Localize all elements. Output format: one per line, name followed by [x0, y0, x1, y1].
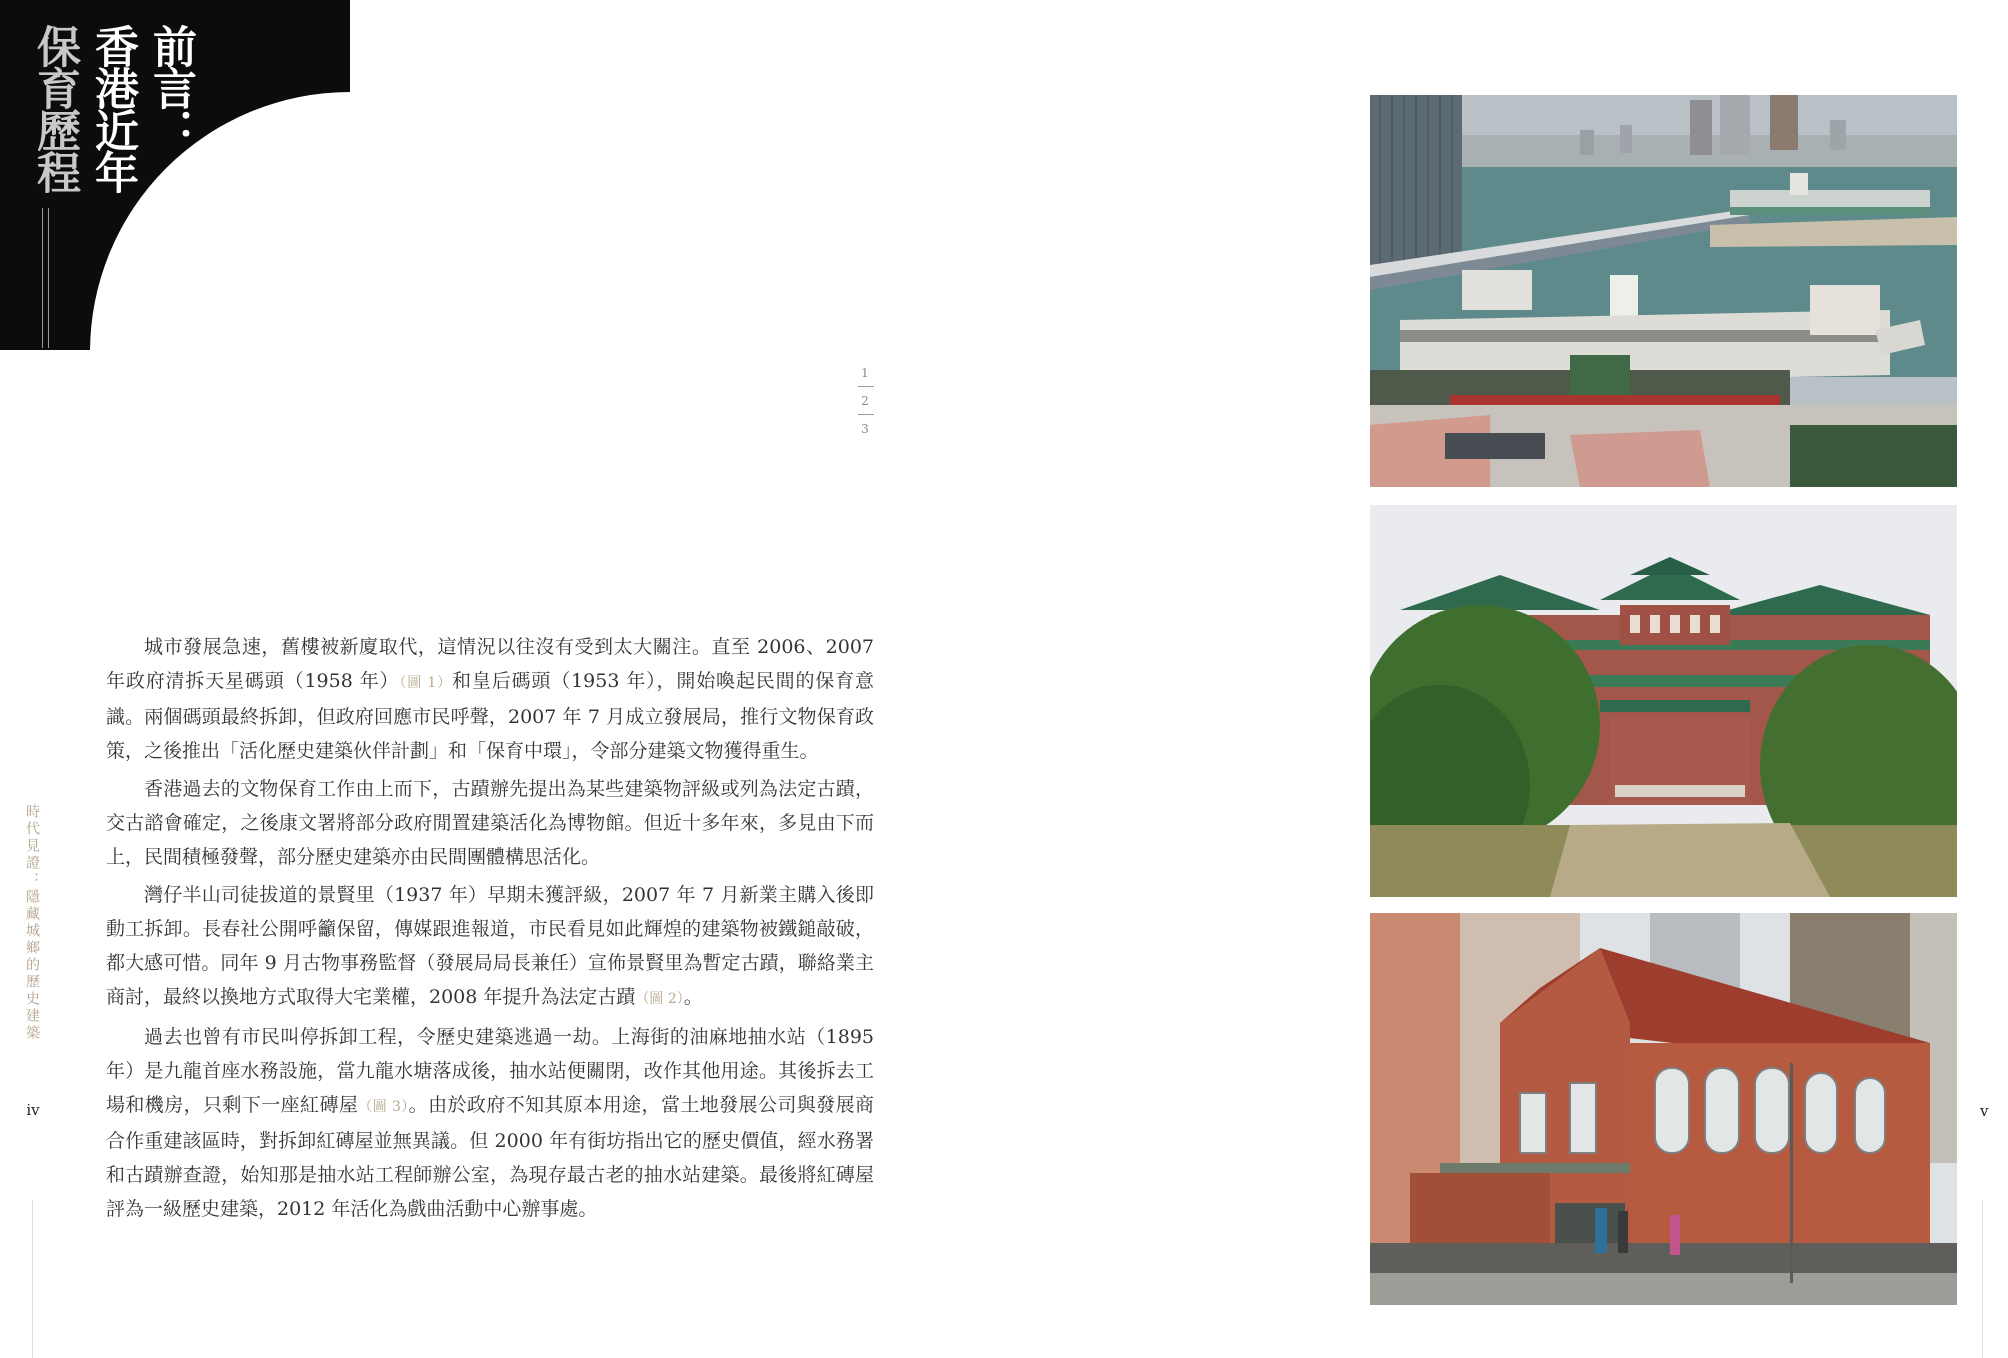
photo-star-ferry-pier-image — [1370, 95, 1957, 487]
figure-reference: （圖 3） — [358, 1099, 409, 1115]
photo-star-ferry-pier — [1370, 95, 1957, 487]
chapter-title-line-3: 保育歷程 — [29, 24, 80, 192]
paragraph-2 — [106, 772, 874, 874]
paragraph-text: 過去也曾有市民叫停拆卸工程，令歷史建築逃過一劫。上海街的油麻地抽水站（1895 年）是九龍首座水務設施，當九龍水塘落成後，抽水站便關閉，改作其他用途。其後拆去工場和機房，只剩下一座紅磚屋 — [106, 1026, 874, 1116]
photo-red-brick-house — [1370, 913, 1957, 1305]
margin-rule-left — [32, 1200, 33, 1358]
paragraph-4 — [106, 1020, 874, 1226]
paragraph-3 — [106, 878, 874, 1016]
page-number-left: iv — [26, 1101, 40, 1119]
figure-index — [858, 365, 872, 437]
figure-reference: （圖 2） — [635, 991, 684, 1007]
photo-king-yin-lei-image — [1370, 505, 1957, 897]
figure-reference: （圖 1） — [399, 675, 452, 691]
paragraph-text: 灣仔半山司徒拔道的景賢里（1937 年）早期未獲評級，2007 年 7 月新業主購入後即動工拆卸。長春社公開呼籲保留，傳媒跟進報道，市民看見如此輝煌的建築物被鐵鎚敲破，都大感可惜。同年 9 月古物事務監督（發展局局長兼任）宣佈景賢里為暫定古蹟，聯絡業主商討，最終以換地方式取得大宅業權，2008 年提升為法定古蹟 — [106, 884, 874, 1008]
corner-rule-right — [48, 208, 49, 348]
photo-king-yin-lei — [1370, 505, 1957, 897]
paragraph-text: 香港過去的文物保育工作由上而下，古蹟辦先提出為某些建築物評級或列為法定古蹟，交古諮會確定，之後康文署將部分政府閒置建築活化為博物館。但近十多年來，多見由下而上，民間積極發聲，部分歷史建築亦由民間團體構思活化。 — [106, 778, 874, 868]
paragraph-text: 和皇后碼頭（1953 年），開始喚起民間的保育意識。兩個碼頭最終拆卸，但政府回應市民呼聲，2007 年 7 月成立發展局，推行文物保育政策，之後推出「活化歷史建築伙伴計劃」和「保育中環」，令部分建築文物獲得重生。 — [106, 670, 874, 762]
figure-index-2: 2 — [861, 394, 869, 408]
body-text — [106, 630, 874, 1230]
chapter-title-line-1: 前言： — [145, 24, 196, 150]
chapter-corner-block — [0, 0, 350, 350]
figure-index-1: 1 — [861, 366, 869, 380]
paragraph-text: 。由於政府不知其原本用途，當土地發展公司與發展商合作重建該區時，對拆卸紅磚屋並無異議。但 2000 年有街坊指出它的歷史價值，經水務署和古蹟辦查證，始知那是抽水站工程師辦公室，為現存最古老的抽水站建築。最後將紅磚屋評為一級歷史建築，2012 年活化為戲曲活動中心辦事處。 — [106, 1094, 874, 1220]
paragraph-text: 。 — [683, 986, 703, 1008]
paragraph-1 — [106, 630, 874, 768]
margin-rule-right — [1982, 1200, 1983, 1358]
page-number-right: v — [1980, 1102, 1989, 1120]
figure-index-divider — [858, 414, 874, 415]
figure-index-divider — [858, 386, 874, 387]
figure-index-3: 3 — [861, 422, 869, 436]
chapter-title-line-2: 香港近年 — [87, 24, 138, 192]
running-book-title: 時代見證：隱藏城鄉的歷史建築 — [24, 804, 40, 1042]
photo-red-brick-house-image — [1370, 913, 1957, 1305]
chapter-title — [28, 24, 196, 192]
paragraph-text: 城市發展急速，舊樓被新廈取代，這情況以往沒有受到太大關注。直至 2006、2007 年政府清拆天星碼頭（1958 年） — [106, 636, 874, 692]
corner-rule-left — [42, 208, 43, 348]
